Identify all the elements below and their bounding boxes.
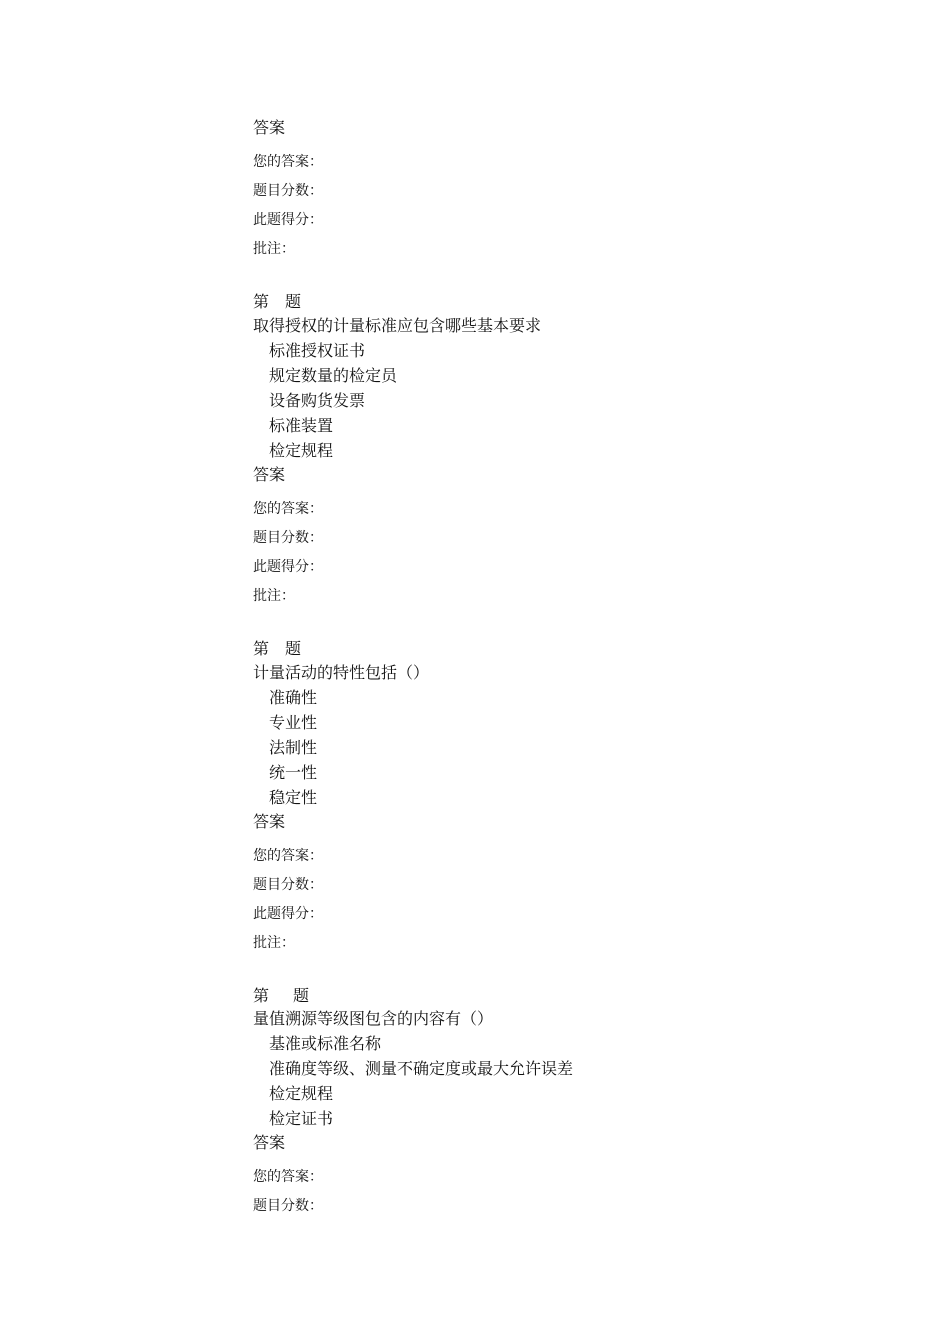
question-score-label: 题目分数： [253, 1198, 323, 1214]
option-item[interactable]: 检定证书 [269, 1109, 334, 1128]
comment-label: 批注： [253, 241, 295, 257]
question-suffix: 题 [293, 986, 310, 1005]
option-item[interactable]: 检定规程 [269, 441, 334, 460]
question-number-heading [253, 292, 301, 312]
answer-heading: 答案 [253, 812, 286, 831]
question-score-label: 题目分数： [253, 183, 323, 199]
question-text: 计量活动的特性包括（） [253, 663, 430, 682]
option-item[interactable]: 检定规程 [269, 1084, 334, 1103]
question-text: 取得授权的计量标准应包含哪些基本要求 [253, 316, 542, 335]
earned-score-label: 此题得分： [253, 212, 323, 228]
option-item[interactable]: 稳定性 [269, 788, 318, 807]
answer-heading: 答案 [253, 1133, 286, 1152]
question-prefix: 第 [253, 986, 270, 1005]
question-score-label: 题目分数： [253, 530, 323, 546]
your-answer-label: 您的答案： [253, 1169, 323, 1185]
question-prefix: 第 [253, 639, 270, 658]
earned-score-label: 此题得分： [253, 906, 323, 922]
answer-heading: 答案 [253, 465, 286, 484]
your-answer-label: 您的答案： [253, 848, 323, 864]
question-prefix: 第 [253, 292, 270, 311]
question-suffix: 题 [285, 292, 302, 311]
option-item[interactable]: 专业性 [269, 713, 318, 732]
question-score-label: 题目分数： [253, 877, 323, 893]
option-item[interactable]: 基准或标准名称 [269, 1034, 382, 1053]
option-item[interactable]: 标准授权证书 [269, 341, 366, 360]
question-number-heading [253, 639, 301, 659]
option-item[interactable]: 规定数量的检定员 [269, 366, 398, 385]
answer-heading: 答案 [253, 118, 286, 137]
your-answer-label: 您的答案： [253, 154, 323, 170]
comment-label: 批注： [253, 588, 295, 604]
option-item[interactable]: 设备购货发票 [269, 391, 366, 410]
option-item[interactable]: 标准装置 [269, 416, 334, 435]
earned-score-label: 此题得分： [253, 559, 323, 575]
question-number-heading [253, 986, 309, 1006]
comment-label: 批注： [253, 935, 295, 951]
option-item[interactable]: 统一性 [269, 763, 318, 782]
option-item[interactable]: 法制性 [269, 738, 318, 757]
question-text: 量值溯源等级图包含的内容有（） [253, 1009, 494, 1028]
option-item[interactable]: 准确度等级、测量不确定度或最大允许误差 [269, 1059, 574, 1078]
question-suffix: 题 [285, 639, 302, 658]
option-item[interactable]: 准确性 [269, 688, 318, 707]
your-answer-label: 您的答案： [253, 501, 323, 517]
